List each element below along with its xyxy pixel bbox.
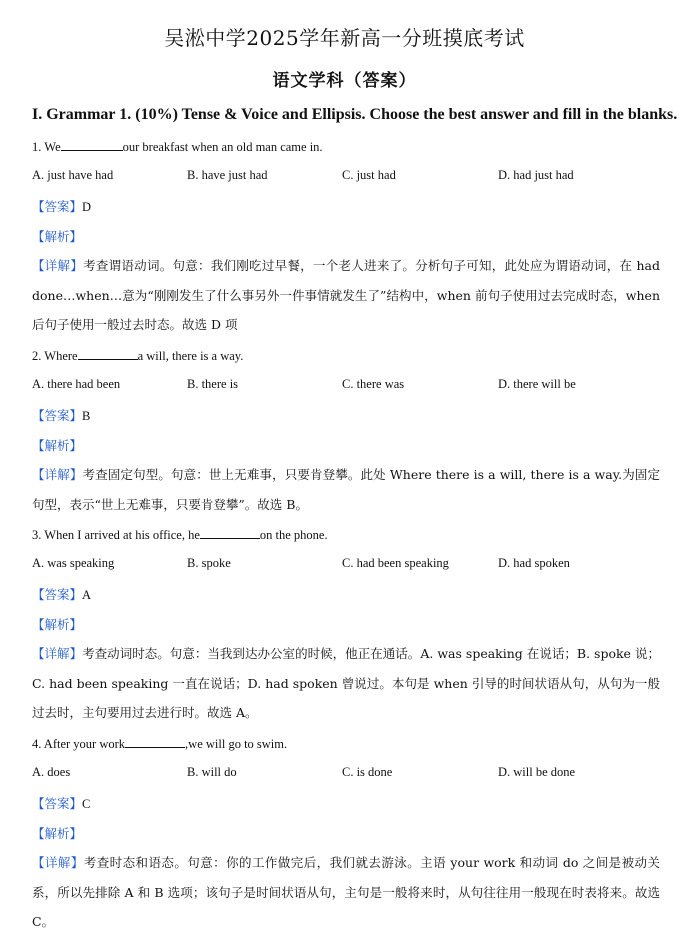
answer-tag: 【答案】: [32, 409, 83, 423]
answer-line: [32, 794, 90, 812]
question-stem: [32, 526, 328, 543]
stem-text: 3. When I arrived at his office, he: [32, 528, 200, 542]
analysis-line: [32, 824, 82, 842]
option-c: C. is done: [342, 765, 393, 779]
detail-tag: 【详解】: [32, 467, 83, 482]
detail-tag: 【详解】: [32, 646, 83, 661]
detail-paragraph: [32, 251, 660, 340]
stem-text: a will, there is a way.: [137, 349, 244, 363]
analysis-line: [32, 227, 82, 245]
detail-tag: 【详解】: [32, 855, 84, 870]
option-b: B. will do: [187, 765, 237, 779]
stem-text: 1. We: [32, 140, 61, 154]
analysis-tag: 【解析】: [32, 618, 83, 632]
option-b: B. have just had: [187, 168, 268, 182]
answer-value: D: [82, 200, 92, 214]
answer-tag: 【答案】: [32, 200, 83, 214]
answer-value: B: [82, 409, 91, 423]
analysis-line: [32, 436, 82, 454]
answer-blank: [125, 735, 185, 748]
detail-text: 考查谓语动词。句意：我们刚吃过早餐，一个老人进来了。分析句子可知，此处应为谓语动词，在 had done…when…意为“刚刚发生了什么事另外一件事情就发生了”结构中，when 前句子使用过去完成时态，when 后句子使用一般过去时态。故选 D 项: [32, 258, 660, 332]
answer-value: A: [82, 588, 92, 602]
answer-tag: 【答案】: [32, 797, 83, 811]
option-a: A. does: [32, 765, 71, 779]
option-c: C. had been speaking: [342, 556, 449, 570]
stem-text: 2. Where: [32, 349, 78, 363]
option-d: D. had spoken: [498, 556, 570, 570]
option-c: C. there was: [342, 377, 405, 391]
stem-text: on the phone.: [259, 528, 328, 542]
answer-blank: [200, 526, 260, 539]
stem-text: our breakfast when an old man came in.: [122, 140, 323, 154]
option-a: A. just have had: [32, 168, 114, 182]
question-stem: [32, 735, 287, 752]
detail-tag: 【详解】: [32, 258, 84, 273]
option-d: D. had just had: [498, 168, 574, 182]
answer-line: [32, 406, 90, 424]
answer-blank: [78, 347, 138, 360]
answer-blank: [61, 138, 123, 151]
detail-text: 考查固定句型。句意：世上无难事，只要肯登攀。此处 Where there is a will, there is a way.为固定句型，表示“世上无难事，只要肯登攀”。故选 B。: [32, 467, 660, 512]
analysis-line: [32, 615, 82, 633]
option-c: C. just had: [342, 168, 396, 182]
question-stem: [32, 347, 243, 364]
question-stem: [32, 138, 323, 155]
document-title: 吴淞中学2025学年新高一分班摸底考试: [164, 26, 525, 50]
option-b: B. spoke: [187, 556, 231, 570]
answer-tag: 【答案】: [32, 588, 83, 602]
document-subtitle: 语文学科（答案）: [272, 71, 417, 91]
detail-text: 考查动词时态。句意：当我到达办公室的时候，他正在通话。A. was speaking 在说话；B. spoke 说；C. had been speaking 一直在说话；D. had spoken 曾说过。本句是 when 引导的时间状语从句，从句为一般过去时，主句要用过去进行时。故选 A。: [32, 646, 660, 720]
detail-paragraph: [32, 848, 660, 937]
analysis-tag: 【解析】: [32, 439, 83, 453]
detail-text: 考查时态和语态。句意：你的工作做完后，我们就去游泳。主语 your work 和动词 do 之间是被动关系，所以先排除 A 和 B 选项；该句子是时间状语从句，主句是一般将来时，从句往往用一般现在时表将来。故选 C。: [32, 855, 660, 929]
option-d: D. will be done: [498, 765, 576, 779]
answer-line: [32, 197, 91, 215]
option-b: B. there is: [187, 377, 239, 391]
detail-paragraph: [32, 639, 660, 728]
analysis-tag: 【解析】: [32, 230, 83, 244]
detail-paragraph: [32, 460, 660, 519]
option-d: D. there will be: [498, 377, 576, 391]
section-heading: I. Grammar 1. (10%) Tense & Voice and Ellipsis. Choose the best answer and fill in the blanks.: [32, 106, 678, 123]
option-a: A. there had been: [32, 377, 121, 391]
option-a: A. was speaking: [32, 556, 115, 570]
analysis-tag: 【解析】: [32, 827, 83, 841]
stem-text: ,we will go to swim.: [185, 737, 288, 751]
stem-text: 4. After your work: [32, 737, 126, 751]
answer-value: C: [82, 797, 91, 811]
answer-line: [32, 585, 91, 603]
